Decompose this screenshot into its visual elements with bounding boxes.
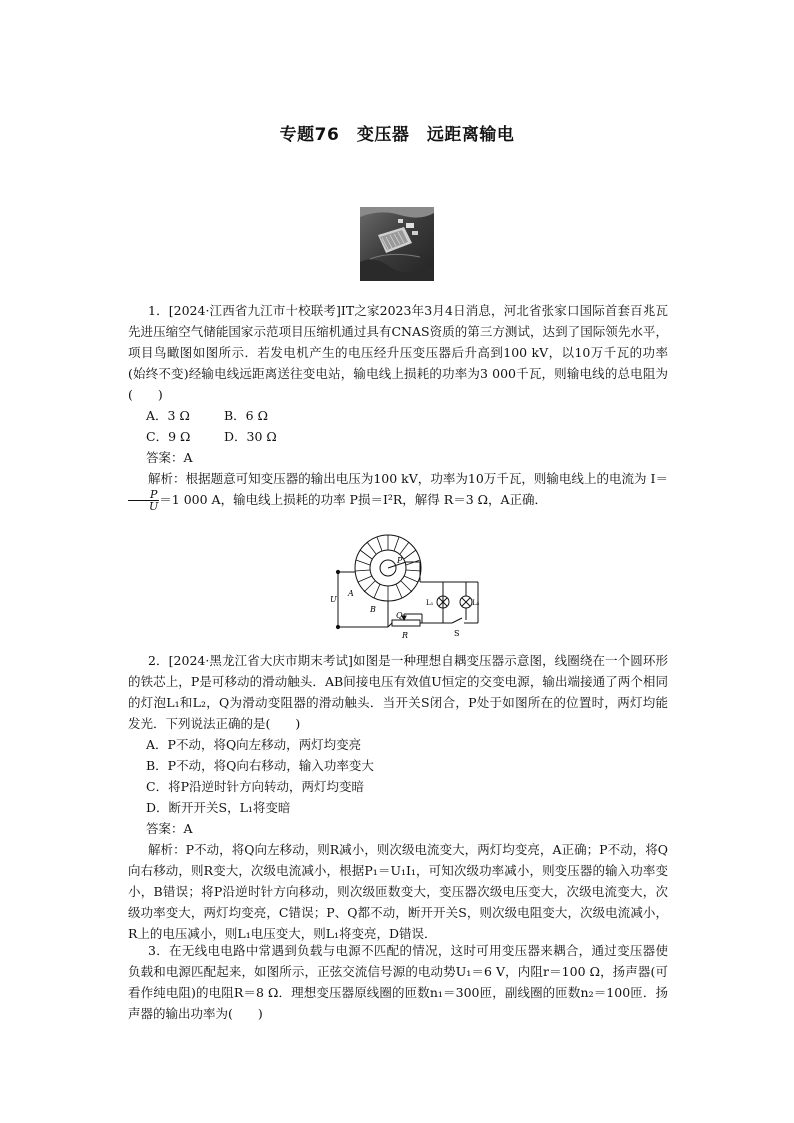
label-a: A <box>348 589 354 598</box>
q1-analysis-part1: 解析：根据题意可知变压器的输出电压为100 kV，功率为10万千瓦，则输电线上的电流为 I＝ <box>148 471 668 486</box>
q1-answer: 答案：A <box>146 450 193 465</box>
q1-option-a: A．3 Ω <box>146 408 190 423</box>
q2-answer: 答案：A <box>146 821 193 836</box>
q3-stem: 3．在无线电电路中常遇到负载与电源不匹配的情况，这时可用变压器来耦合，通过变压器使负载和电源匹配起来，如图所示，正弦交流信号源的电动势U₁＝6 V，内阻r＝100 Ω，扬声器(可看作纯电阻)的电阻R＝8 Ω．理想变压器原线圈的匝数n₁＝300匝，副线圈的匝数n₂＝100匝．扬声器的输出功率为( ) <box>128 943 668 1021</box>
q1-analysis-part2: ＝1 000 A，输电线上损耗的功率 P损＝I²R，解得 R＝3 Ω，A正确． <box>159 492 548 507</box>
label-p: P <box>397 556 403 565</box>
question-3 <box>128 940 668 1024</box>
question-2 <box>128 650 668 944</box>
label-l2: L₂ <box>472 599 480 607</box>
q1-option-c: C．9 Ω <box>146 429 191 444</box>
label-q: Q <box>396 611 403 620</box>
q2-option-c: C．将P沿逆时针方向转动，两灯均变暗 <box>146 779 364 794</box>
q2-analysis: 解析：P不动，将Q向左移动，则R减小，则次级电流变大，两灯均变亮，A正确；P不动，将Q向右移动，则R变大，次级电流减小，根据P₁＝U₁I₁，可知次级功率减小，则变压器的输入功率变小，B错误；将P沿逆时针方向移动，则次级匝数变大，变压器次级电压变大，次级电流变大，次级功率变大，两灯均变亮，C错误；P、Q都不动，断开开关S，则次级电阻变大，次级电流减小，R上的电压减小，则L₁电压变大，则L₁将变亮，D错误． <box>128 842 668 941</box>
q1-fraction-num: P <box>128 489 159 501</box>
aerial-photo <box>360 207 434 281</box>
q2-option-d: D．断开开关S，L₁将变暗 <box>146 800 291 815</box>
q1-options-ab <box>128 405 668 426</box>
label-u: U <box>330 595 337 604</box>
q1-fraction <box>128 489 159 512</box>
q1-option-d: D．30 Ω <box>224 429 277 444</box>
label-l1: L₁ <box>426 599 434 607</box>
q1-stem: 1．[2024·江西省九江市十校联考]IT之家2023年3月4日消息，河北省张家口国际首套百兆瓦先进压缩空气储能国家示范项目压缩机通过具有CNAS资质的第三方测试，达到了国际领先水平，项目鸟瞰图如图所示．若发电机产生的电压经升压变压器后升高到100 kV，以10万千瓦的功率(始终不变)经输电线远距离送往变电站，输电线上损耗的功率为3 000千瓦，则输电线的总电阻为( ) <box>128 303 668 402</box>
label-s: S <box>454 629 460 638</box>
label-r: R <box>402 631 409 640</box>
q1-options-cd <box>128 426 668 447</box>
autotransformer-circuit-diagram <box>330 532 500 644</box>
q2-option-a: A．P不动，将Q向左移动，两灯均变亮 <box>146 737 362 752</box>
q2-option-b: B．P不动，将Q向右移动，输入功率变大 <box>146 758 374 773</box>
q1-analysis <box>128 468 668 512</box>
label-b: B <box>370 605 376 614</box>
question-1 <box>128 300 668 512</box>
q1-option-b: B．6 Ω <box>224 408 268 423</box>
page-title: 专题76 变压器 远距离输电 <box>279 125 515 145</box>
q2-stem: 2．[2024·黑龙江省大庆市期末考试]如图是一种理想自耦变压器示意图，线圈绕在一个圆环形的铁芯上，P是可移动的滑动触头．AB间接电压有效值U恒定的交变电源，输出端接通了两个相同的灯泡L₁和L₂，Q为滑动变阻器的滑动触头．当开关S闭合，P处于如图所在的位置时，两灯均能发光．下列说法正确的是( ) <box>128 653 668 731</box>
q1-fraction-den: U <box>149 500 159 513</box>
